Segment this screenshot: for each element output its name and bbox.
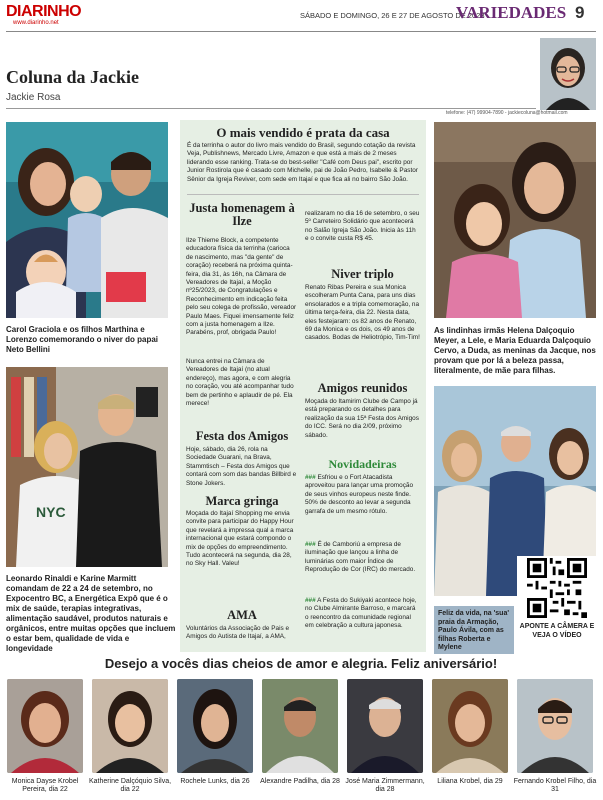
center-divider (187, 194, 419, 195)
novidade-item-1 (305, 474, 420, 516)
caption-left-bottom: Leonardo Rinaldi e Karine Marmitt comandam de 22 a 24 de setembro, no Expocentro BC, a Energética Expô que é o mix de saúde, terapias integrativas, alimentação saudável, produtos naturais e orgânicos, entre muitas opções que incluem o estar bem, qualidade de vida e longevidade (6, 574, 176, 653)
novidade-text-3: A Festa do Sukiyaki acontece hoje, no Clube Almirante Barroso, e marcará o reencontro da comunidade regional em celebração a cultura japonesa. (305, 597, 417, 630)
novidade-marker: ### (305, 597, 316, 604)
qr-code-box[interactable] (517, 556, 597, 652)
birthday-photo-4 (262, 679, 338, 773)
caption-left-top: Carol Graciola e os filhos Marthina e Lorenzo comemorando o niver do papai Neto Bellini (6, 325, 159, 354)
novidade-marker: ### (305, 541, 316, 548)
qr-code-icon (527, 558, 587, 618)
birthday-name-7: Fernando Krobel Filho, dia 31 (513, 778, 597, 793)
birthday-photo-3 (177, 679, 253, 773)
article-mais-vendido-title: O mais vendido é prata da casa (216, 125, 390, 140)
header-divider (6, 31, 596, 32)
birthday-name-3: Rochele Lunks, dia 26 (180, 778, 250, 785)
section-title: VARIEDADES (456, 3, 567, 22)
article-niver-text: Renato Ribas Pereira e sua Monica escolheram Punta Cana, para uns dias ensolarados e a tripla comemoração, na última terça-feira, dia 22. Nesta data, eles festejaram: os 82 anos de Renato, 69 da Monica e os dois, os 49 anos de casados. Bodas de Heliotrópio, Tim-Tim! (305, 284, 420, 342)
novidade-text-1: Esfriou e o Fort Atacadista aproveitou para lançar uma promoção de seus vinhos europeus neste finde. 50% de desconto ao levar a segunda garrafa de um mesmo rótulo. (305, 474, 413, 515)
novidade-item-2 (305, 541, 420, 575)
novidade-item-3 (305, 597, 420, 631)
photo-family-bellini (6, 122, 168, 318)
page-number: 9 (575, 3, 585, 22)
title-divider (6, 108, 536, 109)
article-homenagem-title: Justa homenagem à Ilze (189, 201, 295, 228)
column-title: Coluna da Jackie (6, 67, 140, 87)
article-amigos-title: Amigos reunidos (317, 381, 408, 395)
article-homenagem-text2: Nunca entrei na Câmara de Vereadores de Itajaí (no atual endereço), mas agora, e com alegria no coração, vou até acompanhar tudo bem de pertinho e aplaudir de pé. Ela merece! (186, 358, 294, 408)
birthday-photo-7 (517, 679, 593, 773)
article-festa-text: Hoje, sábado, dia 26, rola na Sociedade Guarani, na Brava, Stammtisch – Festa dos Amigos que contará com som das bandas Billbird e Stone Jokers. (186, 446, 297, 487)
caption-right-bottom: Feliz da vida, na 'sua' praia da Armação, Paulo Ávila, com as filhas Roberta e Mylene (434, 606, 514, 654)
photo-dalcoquio-sisters (434, 122, 596, 318)
column-author: Jackie Rosa (6, 92, 61, 103)
birthday-photo-1 (7, 679, 83, 773)
birthday-photo-2 (92, 679, 168, 773)
newspaper-url: www.diarinho.net (13, 20, 59, 26)
svg-text:NYC: NYC (36, 504, 66, 520)
issue-date: SÁBADO E DOMINGO, 26 E 27 DE AGOSTO DE 2023 (300, 11, 485, 20)
qr-caption: APONTE A CÂMERA E VEJA O VÍDEO (519, 623, 595, 639)
article-festa-title: Festa dos Amigos (195, 429, 289, 443)
birthday-name-5: José Maria Zimmermann, dia 28 (345, 778, 425, 793)
birthday-photo-5 (347, 679, 423, 773)
caption-right-top: As lindinhas irmãs Helena Dalçoquio Meyer, a Lele, e Maria Eduarda Dalçoquio Cervo, a Duda, as meninas da Jacque, nos provam que por lá a beleza passa, literalmente, de mãe para filhas. (434, 326, 596, 375)
article-niver-title: Niver triplo (331, 267, 394, 281)
newspaper-logo: DIARINHO (6, 3, 82, 20)
article-marca-text: Moçada do Itajaí Shopping me envia convite para participar do Happy Hour que revelará a impressa qual a marca internacional que estará compondo o mix de opções do empreendimento. Tudo acontecerá na segunda, dia 28, no Sky Hall. Valeu! (186, 510, 294, 568)
article-mais-vendido-text: É da terrinha o autor do livro mais vendido do Brasil, segundo cotação da revista Veja, Publishnews, Mercado Livre, Amazon e que está a mais de 2 meses liderando esse ranking. Trata-se do best-seller "Café com Deus pai", escrito por Junior Rostirola que é casado com Michelle, pai de João Pedro, Isabelle & Pastor Sênior da Igreja Reviver, com sede em Itajaí e que fica ali no bairro São João. (187, 142, 418, 183)
article-amigos-text: Moçada do Itamirim Clube de Campo já está preparando os detalhes para realização da sua 15ª Festa dos Amigos do ICC. Será no dia 2/09, próximo sábado. (305, 398, 419, 439)
birthday-name-4: Alexandre Padilha, dia 28 (260, 778, 340, 785)
article-novidadeiras-title: Novidadeiras (328, 457, 397, 471)
article-ama-text-cont: realizaram no dia 16 de setembro, o seu 5º Carreteiro Solidário que acontecerá no Salão Igreja São João. Inicia às 11h e o convite custa R$ 45. (305, 210, 420, 243)
column-contact: telefone: (47) 99904-7890 - jackiecoluna@hotmail.com (446, 110, 568, 116)
author-photo (540, 38, 596, 110)
birthday-name-2: Katherine Dalçóquio Silva, dia 22 (88, 778, 172, 793)
article-ama-title: AMA (227, 608, 257, 622)
novidade-text-2: É de Camboriú a empresa de iluminação que lançou a linha de luminárias com maior Índice de Reprodução de Cor (IRC) do mercado. (305, 541, 416, 574)
article-marca-title: Marca gringa (205, 494, 279, 508)
photo-rinaldi-marmitt (6, 367, 168, 567)
article-ama-text: Voluntários da Associação de Pais e Amigos do Autista de Itajaí, a AMA, (186, 625, 290, 641)
article-homenagem-text: Ilze Thieme Block, a competente educadora física da terrinha (carioca de nascimento, mas "da gente" de coração) receberá na próxima quinta-feira, dia 31, às 16h, na Câmara de Vereadores de Itajaí, a Moção nº25/2023, de Congratulações e Reconhecimento em indicação feita pelo seu colega de profissão, vereador Paulo Maes. Fiquei imensamente feliz com a justa homenagem a Ilze. Parabéns, prof, obrigada Paulo! (186, 237, 297, 337)
novidade-marker: ### (305, 474, 316, 481)
birthday-name-6: Liliana Krobel, dia 29 (437, 778, 503, 785)
birthday-photo-6 (432, 679, 508, 773)
birthday-banner: Desejo a vocês dias cheios de amor e alegria. Feliz aniversário! (104, 656, 498, 671)
birthday-name-1: Monica Dayse Krobel Pereira, dia 22 (11, 778, 79, 793)
